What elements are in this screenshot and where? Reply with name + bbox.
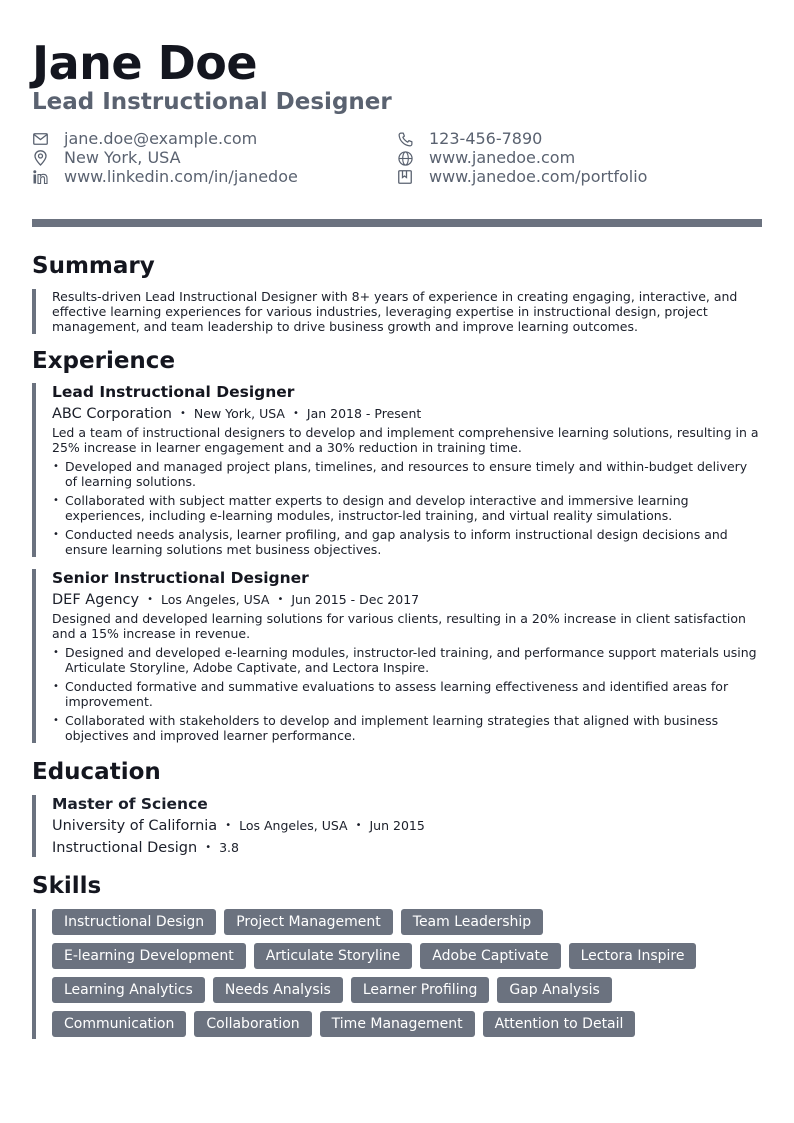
candidate-title: Lead Instructional Designer — [32, 88, 392, 115]
degree-title: Master of Science — [52, 794, 208, 813]
job-meta — [52, 405, 762, 423]
contact-portfolio[interactable] — [397, 168, 762, 186]
skill-tag: Attention to Detail — [483, 1011, 636, 1037]
contact-phone[interactable] — [397, 130, 762, 148]
skills-heading: Skills — [32, 872, 102, 899]
school-location: Los Angeles, USA — [239, 817, 348, 833]
job-company: DEF Agency — [52, 592, 140, 609]
skills-list — [32, 909, 762, 1039]
experience-section — [32, 348, 762, 744]
contact-website[interactable] — [397, 149, 762, 167]
skill-tag: Needs Analysis — [213, 977, 343, 1003]
phone-icon — [397, 131, 413, 147]
contact-location — [32, 149, 397, 167]
skill-tag: Learner Profiling — [351, 977, 490, 1003]
header-divider — [32, 219, 762, 227]
summary-section — [32, 253, 762, 334]
job-bullet: • Collaborated with subject matter experts to design and develop interactive and immersive learning experiences, including e-learning modules, instructor-led training, and virtual reality simulations. — [52, 493, 762, 523]
location-pin-icon — [32, 150, 48, 166]
skill-tag: Communication — [52, 1011, 186, 1037]
education-meta — [52, 817, 762, 835]
summary-heading: Summary — [32, 253, 155, 280]
experience-heading: Experience — [32, 347, 176, 374]
education-field-meta — [52, 839, 762, 857]
skill-tag: Gap Analysis — [497, 977, 611, 1003]
skill-tag: Adobe Captivate — [420, 943, 560, 969]
contact-location-text: New York, USA — [64, 148, 181, 168]
job-bullet: • Collaborated with stakeholders to develop and implement learning strategies that aligned with business objectives and improved learner performance. — [52, 713, 762, 743]
job-description: Led a team of instructional designers to develop and implement comprehensive learning solutions, resulting in a 25% increase in learner engagement and a 30% reduction in training time. — [52, 425, 759, 456]
job-location: New York, USA — [193, 406, 285, 422]
graduation-date: Jun 2015 — [369, 817, 425, 833]
contact-portfolio-text: www.janedoe.com/portfolio — [429, 167, 648, 187]
separator-dot: • — [147, 594, 153, 606]
job-dates: Jan 2018 - Present — [306, 406, 422, 422]
gpa-value: 3.8 — [219, 839, 239, 855]
job-description: Designed and developed learning solutions for various clients, resulting in a 20% increase in client satisfaction and a 15% increase in revenue. — [52, 611, 746, 642]
summary-text: Results-driven Lead Instructional Designer with 8+ years of experience in creating engaging, interactive, and effective learning experiences for various industries, leveraging expertise in instructional design, project management, and team leadership to drive business growth and improve learning outcomes. — [52, 288, 738, 334]
skill-tag: Lectora Inspire — [569, 943, 697, 969]
envelope-icon — [32, 131, 48, 147]
linkedin-icon — [32, 169, 48, 185]
contact-email[interactable] — [32, 130, 397, 148]
job-location: Los Angeles, USA — [160, 592, 270, 608]
contact-phone-text: 123-456-7890 — [429, 129, 543, 149]
job-bullets — [52, 459, 762, 557]
skill-tag: Time Management — [320, 1011, 475, 1037]
job-title: Senior Instructional Designer — [52, 569, 309, 588]
separator-dot: • — [205, 841, 212, 853]
job-bullet: • Conducted formative and summative evaluations to assess learning effectiveness and identified areas for improvement. — [52, 679, 762, 709]
education-entry — [32, 795, 762, 857]
skill-tag: Team Leadership — [401, 909, 543, 935]
contact-linkedin-text: www.linkedin.com/in/janedoe — [64, 167, 298, 187]
separator-dot: • — [277, 594, 284, 606]
job-entry — [32, 383, 762, 557]
job-meta — [52, 591, 762, 609]
job-bullet: • Conducted needs analysis, learner profiling, and gap analysis to inform instructional design decisions and ensure learning solutions met business objectives. — [52, 527, 762, 557]
school-name: University of California — [52, 817, 218, 834]
separator-dot: • — [180, 408, 186, 420]
job-bullet: • Developed and managed project plans, timelines, and resources to ensure timely and within-budget delivery of learning solutions. — [52, 459, 762, 489]
contact-linkedin[interactable] — [32, 168, 397, 186]
field-of-study: Instructional Design — [52, 839, 198, 856]
contact-list — [32, 130, 762, 186]
job-bullets — [52, 645, 762, 743]
job-entry — [32, 569, 762, 743]
separator-dot: • — [292, 408, 299, 420]
skill-tag: Articulate Storyline — [254, 943, 413, 969]
skill-tag: Project Management — [224, 909, 393, 935]
globe-icon — [397, 150, 413, 166]
job-dates: Jun 2015 - Dec 2017 — [291, 592, 420, 608]
education-section — [32, 759, 762, 857]
skill-tag: Collaboration — [194, 1011, 311, 1037]
separator-dot: • — [225, 819, 232, 831]
skill-tag: Instructional Design — [52, 909, 216, 935]
separator-dot: • — [355, 819, 362, 831]
resume-header — [32, 38, 762, 116]
job-bullet: • Designed and developed e-learning modules, instructor-led training, and performance support materials using Articulate Storyline, Adobe Captivate, and Lectora Inspire. — [52, 645, 762, 675]
summary-block — [32, 289, 762, 334]
skill-tag: E-learning Development — [52, 943, 246, 969]
bookmark-icon — [397, 169, 413, 185]
contact-website-text: www.janedoe.com — [429, 148, 576, 168]
candidate-name: Jane Doe — [32, 36, 258, 90]
education-heading: Education — [32, 759, 161, 786]
skill-tag: Learning Analytics — [52, 977, 205, 1003]
job-title: Lead Instructional Designer — [52, 383, 295, 402]
contact-email-text: jane.doe@example.com — [64, 129, 258, 149]
job-company: ABC Corporation — [52, 406, 173, 423]
skills-section — [32, 873, 762, 1039]
